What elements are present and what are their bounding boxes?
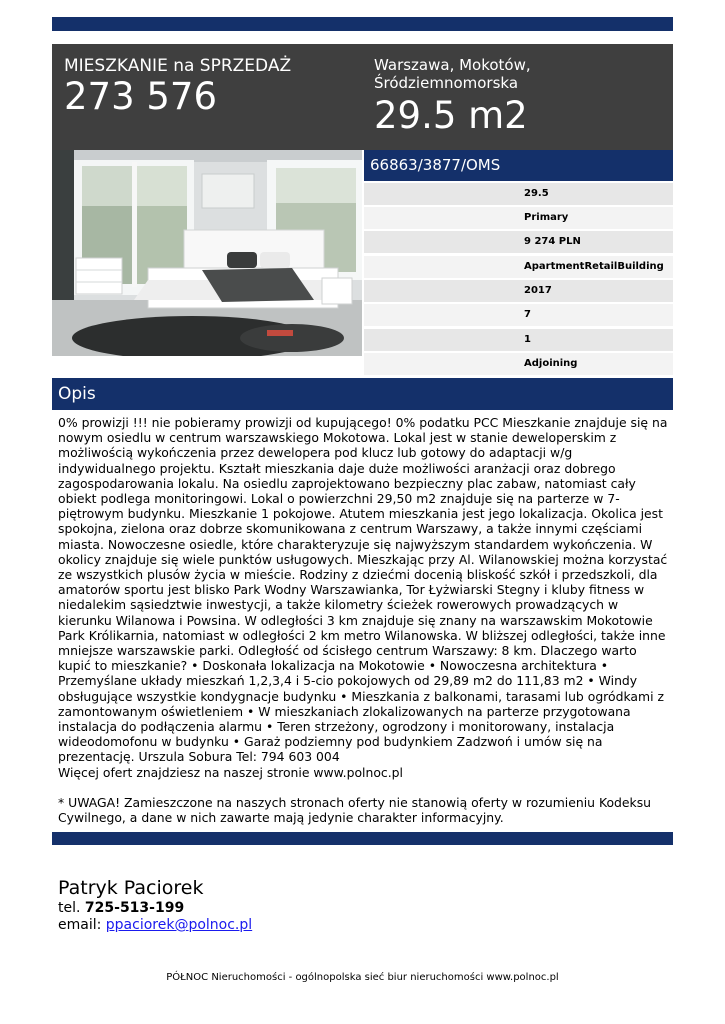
listing-price: 273 576 <box>64 75 218 118</box>
detail-value: ApartmentRetailBuilding <box>524 261 664 272</box>
listing-location: Warszawa, Mokotów, Śródziemnomorska <box>374 56 531 92</box>
detail-label-cell <box>364 207 514 229</box>
detail-value: Adjoining <box>524 358 578 369</box>
description-text: 0% prowizji !!! nie pobieramy prowizji od kupującego! 0% podatku PCC Mieszkanie znajduje się na nowym osiedlu w centrum warszawskiego Mokotowa. Lokal jest w stanie deweloperskim z możliwością wykończenia przez dewelopera pod klucz lub gotowy do adaptacji w/g indywidualnego projektu. Kształt mieszkania daje duże możliwości aranżacji oraz dobrego zagospodarowania lokalu. Na osiedlu zaprojektowano bezpieczny plac zabaw, natomiast cały obiekt podlega monitoringowi. Lokal o powierzchni 29,50 m2 znajduje się na parterze w 7-piętrowym budynku. Mieszkanie 1 pokojowe. Atutem mieszkania jest jego lokalizacja. Okolica jest spokojna, zielona oraz dobrze skomunikowana z centrum Warszawy, a także innymi częściami miasta. Nowoczesne osiedle, które charakteryzuje się najwyższym standardem wykończenia. W okolicy znajduje się wiele punktów usługowych. Mieszkając przy Al. Wilanowskiej można korzystać ze wszystkich plusów życia w mieście. Rodziny z dziećmi docenią bliskość szkół i przedszkoli, dla amatorów sportu jest blisko Park Wodny Warszawianka, Tor Łyżwiarski Stegny i kluby fitness w niedalekim sąsiedztwie inwestycji, a także kilometry ścieżek rowerowych prowadzących w kierunku Wilanowa i Powsina. W odległości 3 km znajduje się znany na warszawskim Mokotowie Park Królikarnia, natomiast w odległości 2 km metro Wilanowska. W bliższej odległości, także inne mniejsze warszawskie parki. Odległość od ścisłego centrum Warszawy: 8 km. Dlaczego warto kupić to mieszkanie? • Doskonała lokalizacja na Mokotowie • Nowoczesna architektura • Przemyślane układy mieszkań 1,2,3,4 i 5-cio pokojowych od 29,89 m2 do 111,83 m2 • Windy obsługujące wszystkie kondygnacje budynku • Mieszkania z balkonami, tarasami lub ogródkami z zamontowanym oświetleniem • W mieszkaniach zlokalizowanych na parterze przygotowana instalacja do podłączenia alarmu • Teren strzeżony, ogrodzony i monitorowany, instalacja wideodomofonu w budynku • Garaż podziemny pod budynkiem Zadzwoń i umów się na prezentację. Urszula Sobura Tel: 794 603 004 <box>58 415 668 765</box>
agent-phone: 725-513-199 <box>84 900 185 916</box>
listing-photo <box>52 150 362 356</box>
detail-row <box>364 353 673 375</box>
detail-row <box>364 256 673 278</box>
detail-row <box>364 304 673 326</box>
detail-value: 7 <box>524 309 531 320</box>
email-label: email: <box>58 917 102 933</box>
detail-label-cell <box>364 183 514 205</box>
header-left <box>64 56 291 118</box>
listing-type: MIESZKANIE na SPRZEDAŻ <box>64 56 292 76</box>
detail-value: 9 274 PLN <box>524 236 581 247</box>
detail-row <box>364 183 673 205</box>
offer-reference: 66863/3877/OMS <box>364 150 673 181</box>
detail-row <box>364 329 673 351</box>
listing-area: 29.5 m2 <box>374 94 528 137</box>
page-footer: PÓŁNOC Nieruchomości - ogólnopolska sieć biur nieruchomości www.polnoc.pl <box>166 972 559 983</box>
detail-value: Primary <box>524 212 569 223</box>
detail-label-cell <box>364 256 514 278</box>
detail-row <box>364 280 673 302</box>
detail-label-cell <box>364 329 514 351</box>
agent-email-link[interactable]: ppaciorek@polnoc.pl <box>105 917 253 933</box>
detail-label-cell <box>364 280 514 302</box>
bottom-divider-bar <box>52 832 673 845</box>
detail-value: 29.5 <box>524 188 549 199</box>
top-divider-bar <box>52 17 673 31</box>
more-offers-text: Więcej ofert znajdziesz na naszej stronie www.polnoc.pl <box>58 764 403 780</box>
detail-row <box>364 207 673 229</box>
detail-value: 1 <box>524 334 531 345</box>
description-block <box>58 415 670 825</box>
agent-phone-line <box>58 900 252 917</box>
bedroom-photo-illustration <box>52 150 362 356</box>
detail-label-cell <box>364 353 514 375</box>
detail-label-cell <box>364 304 514 326</box>
disclaimer-text: * UWAGA! Zamieszczone na naszych stronach oferty nie stanowią oferty w rozumieniu Kodeksu Cywilnego, a dane w nich zawarte mają jedynie charakter informacyjny. <box>58 794 652 826</box>
detail-row <box>364 231 673 253</box>
agent-contact <box>58 876 252 934</box>
phone-label: tel. <box>58 900 81 916</box>
detail-value: 2017 <box>524 285 552 296</box>
agent-name: Patryk Paciorek <box>58 877 204 899</box>
spacer <box>58 780 670 795</box>
section-title-description: Opis <box>52 378 673 410</box>
detail-label-cell <box>364 231 514 253</box>
listing-header <box>52 44 673 150</box>
header-right <box>374 56 664 138</box>
agent-email-line <box>58 917 252 934</box>
